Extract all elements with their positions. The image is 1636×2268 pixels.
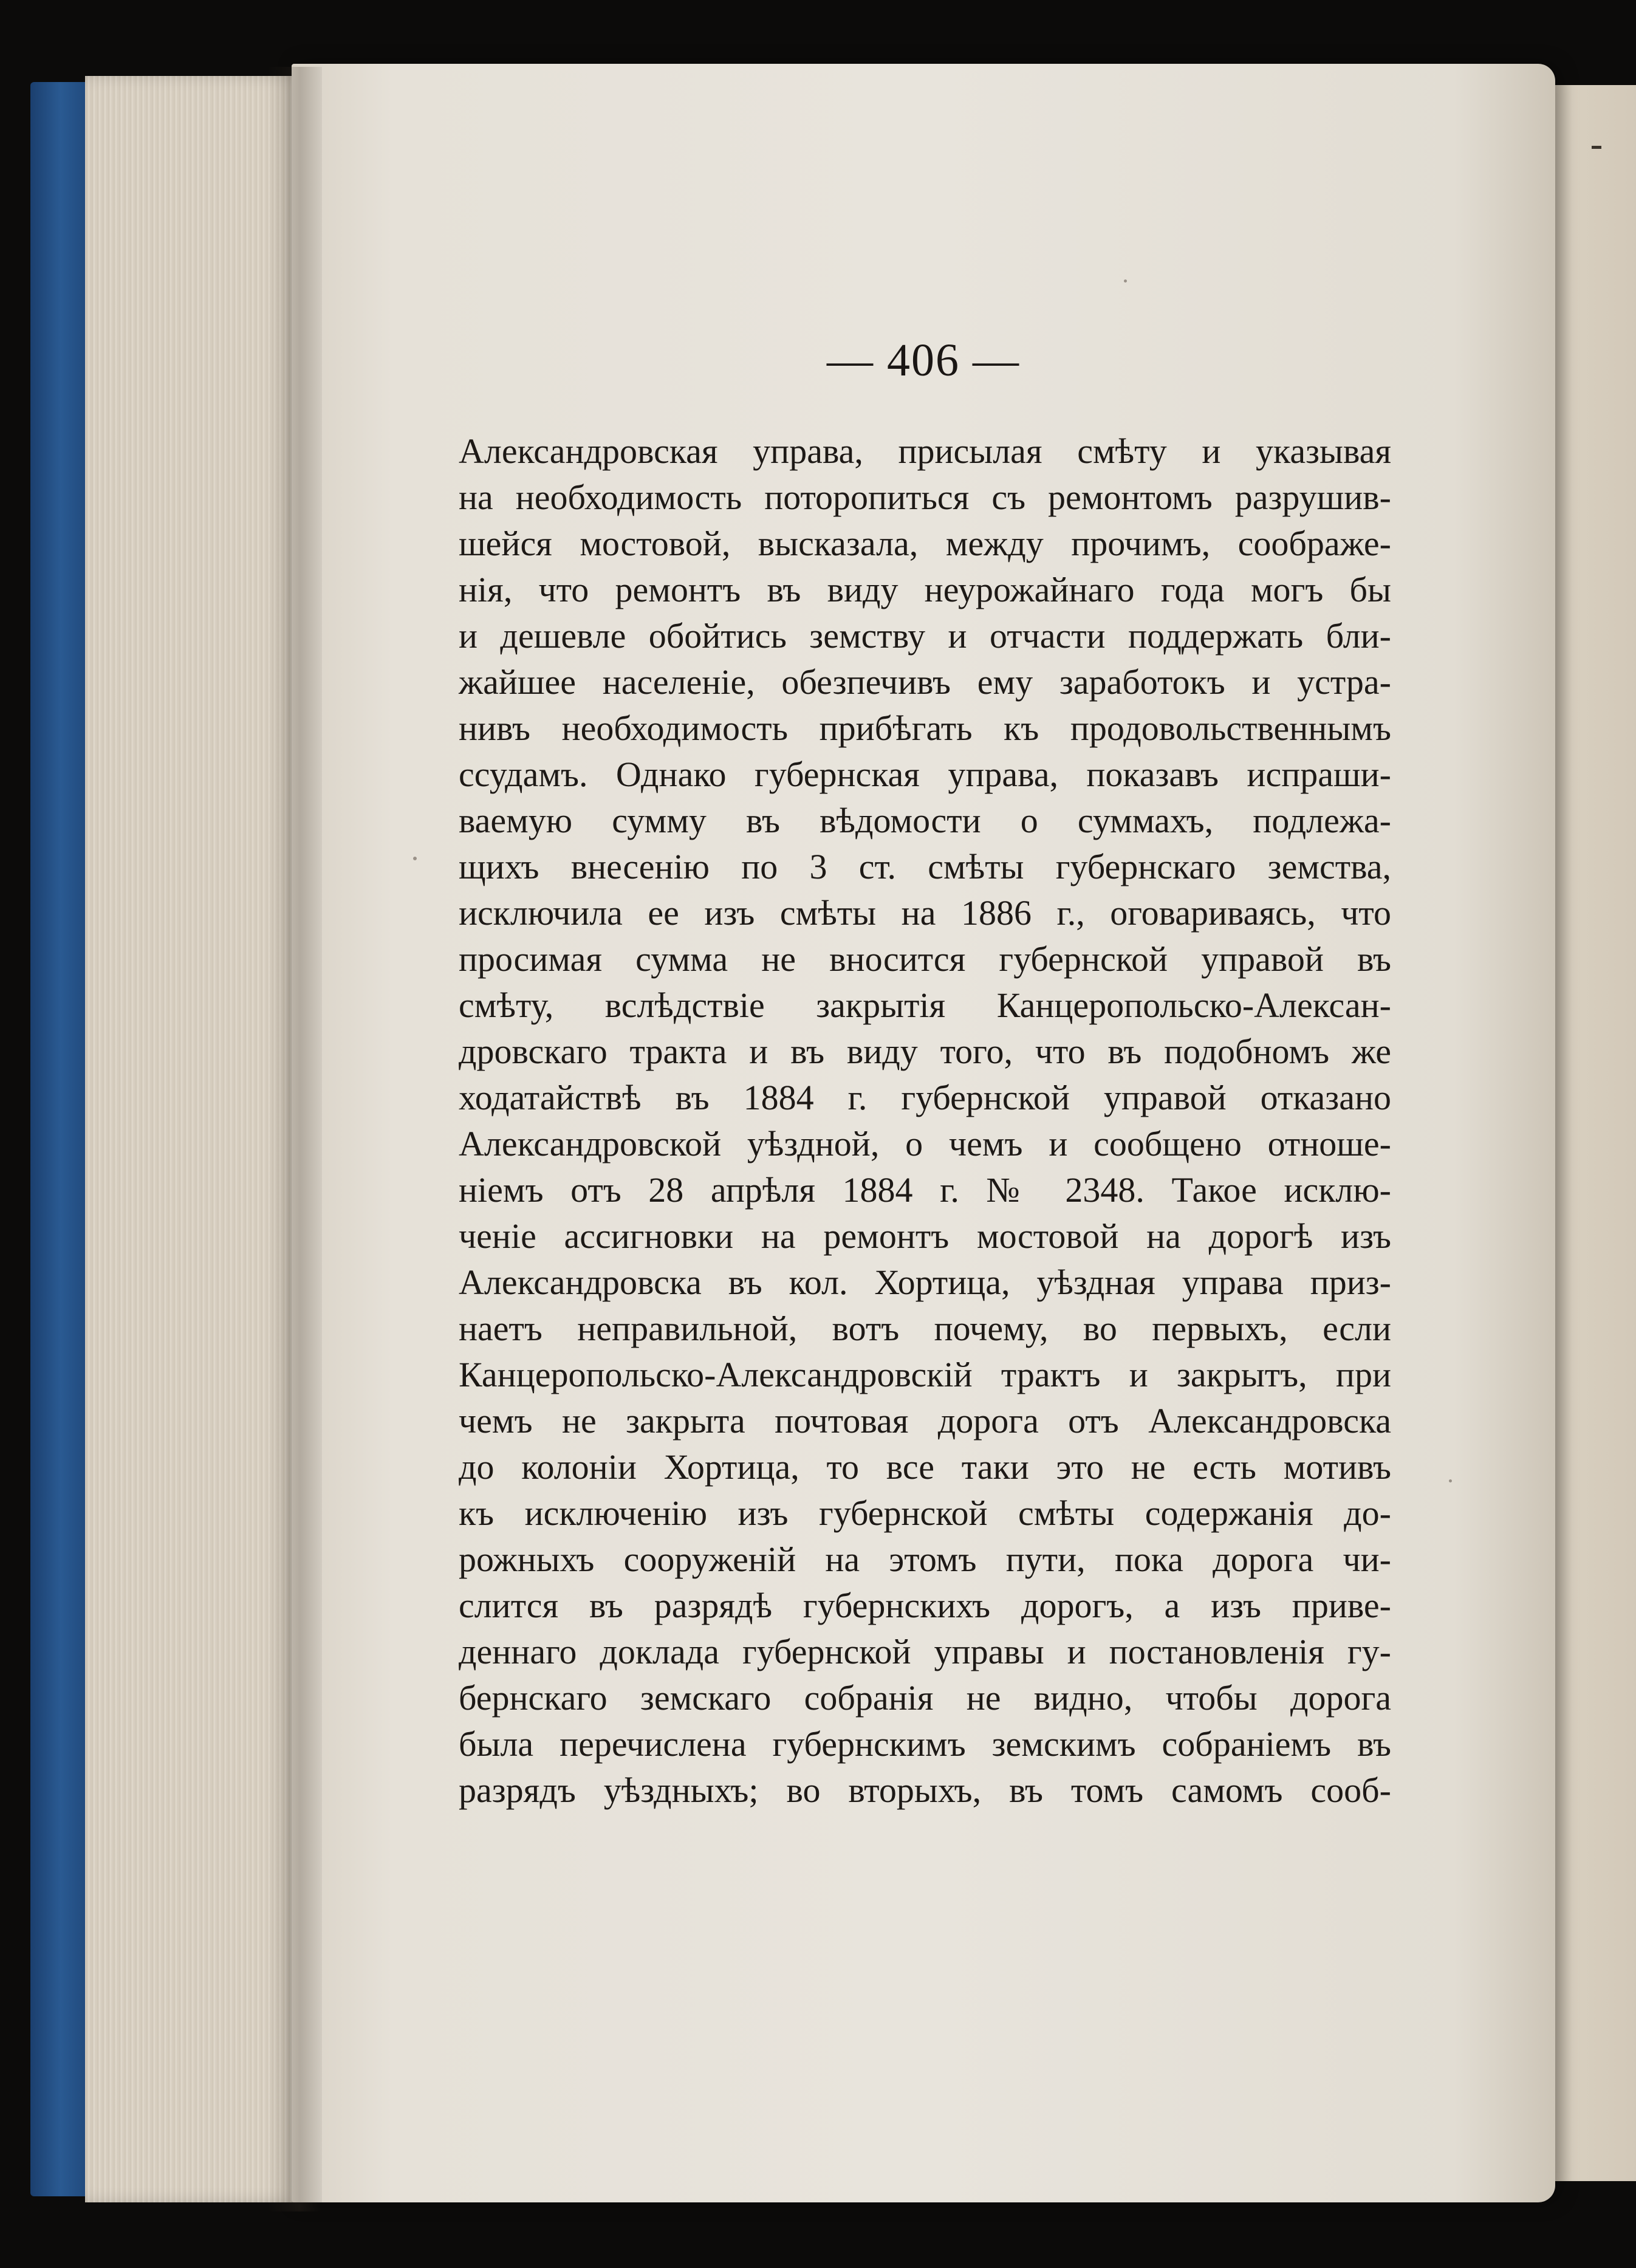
paper-fleck <box>1124 279 1127 283</box>
text-line: жайшее населеніе, обезпечивъ ему заработокъ и устра- <box>459 662 1391 702</box>
book-page <box>292 64 1555 2202</box>
text-line: ходатайствѣ въ 1884 г. губернской управой отказано <box>459 1078 1391 1117</box>
text-line: смѣту, вслѣдствіе закрытія Канцеропольско-Алексан- <box>459 985 1391 1025</box>
paper-fleck <box>1449 1479 1452 1482</box>
text-line: ніемъ отъ 28 апрѣля 1884 г. № 2348. Такое исклю- <box>459 1170 1391 1210</box>
text-line: и дешевле обойтись земству и отчасти поддержать бли- <box>459 616 1391 656</box>
text-line: ваемую сумму въ вѣдомости о суммахъ, подлежа- <box>459 801 1391 840</box>
text-line: Александровская управа, присылая смѣту и указывая <box>459 431 1391 471</box>
gutter-shadow <box>267 67 322 2211</box>
text-line: чемъ не закрыта почтовая дорога отъ Александровска <box>459 1401 1391 1441</box>
text-line: наетъ неправильной, вотъ почему, во первыхъ, если <box>459 1309 1391 1348</box>
page-number: — 406 — <box>827 335 1020 386</box>
text-line: была перечислена губернскимъ земскимъ собраніемъ въ <box>459 1724 1391 1764</box>
paper-fleck <box>413 857 417 860</box>
text-line: деннаго доклада губернской управы и постановленія гу- <box>459 1632 1391 1671</box>
text-line: ссудамъ. Однако губернская управа, показавъ испраши- <box>459 755 1391 794</box>
page-text <box>459 428 1391 1814</box>
facing-page-mark <box>1592 146 1601 149</box>
text-line: просимая сумма не вносится губернской управой въ <box>459 939 1391 979</box>
text-line: Александровска въ кол. Хортица, уѣздная управа приз- <box>459 1262 1391 1302</box>
text-line: слится въ разрядѣ губернскихъ дорогъ, а изъ приве- <box>459 1586 1391 1625</box>
text-line: на необходимость поторопиться съ ремонтомъ разрушив- <box>459 478 1391 517</box>
text-line: до колоніи Хортица, то все таки это не есть мотивъ <box>459 1447 1391 1487</box>
text-line: щихъ внесенію по 3 ст. смѣты губернскаго земства, <box>459 847 1391 886</box>
text-line: ченіе ассигновки на ремонтъ мостовой на дорогѣ изъ <box>459 1216 1391 1256</box>
text-line: Канцеропольско-Александровскій трактъ и закрытъ, при <box>459 1355 1391 1394</box>
text-line: къ исключенію изъ губернской смѣты содержанія до- <box>459 1493 1391 1533</box>
text-line: исключила ее изъ смѣты на 1886 г., оговариваясь, что <box>459 893 1391 933</box>
text-line: шейся мостовой, высказала, между прочимъ, соображе- <box>459 524 1391 563</box>
text-line: дровскаго тракта и въ виду того, что въ подобномъ же <box>459 1032 1391 1071</box>
text-line: бернскаго земскаго собранія не видно, чтобы дорога <box>459 1678 1391 1718</box>
text-line: нія, что ремонтъ въ виду неурожайнаго года могъ бы <box>459 570 1391 609</box>
text-line: Александровской уѣздной, о чемъ и сообщено отноше- <box>459 1124 1391 1163</box>
facing-page-edge <box>1543 85 1636 2181</box>
text-line: разрядъ уѣздныхъ; во вторыхъ, въ томъ самомъ сооб- <box>459 1770 1391 1810</box>
text-line: рожныхъ сооруженій на этомъ пути, пока дорога чи- <box>459 1540 1391 1579</box>
text-line: нивъ необходимость прибѣгать къ продовольственнымъ <box>459 708 1391 748</box>
